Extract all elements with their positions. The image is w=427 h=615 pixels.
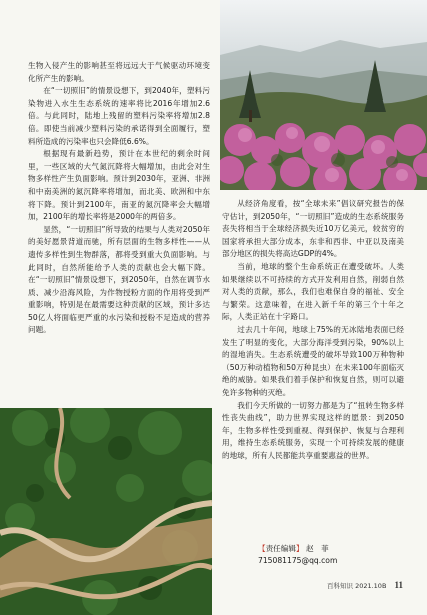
aerial-forest-photo <box>0 408 212 615</box>
journal-issue: 百科知识 2021.10B <box>327 582 387 590</box>
editor-label: 责任编辑 <box>265 544 296 553</box>
paragraph: 显然，“一切照旧”所导致的结果与人类对2050年的美好愿景背道而驰，所有层面的生物多样性——从遗传多样性到生物群落，都将受到重大负面影响。与此同时，自然所能给予人类的贡献也会大幅下降。在“一切照旧”情景设想下，到2050年，自然在调节水质、减少沿海风险，为作物授粉方面的作用将受到严重影响，特别是在最需要这种贡献的区域，预计多达50亿人将面临更严重的水污染和授粉不足造成的营养问题。 <box>28 224 210 335</box>
paragraph: 生物入侵产生的影响甚至将远远大于气候驱动环境变化所产生的影响。 <box>28 61 210 83</box>
editor-bracket-open: 【 <box>258 544 266 553</box>
paragraph: 当前，地球的整个生命系统正在遭受破坏。人类如果继续以不可持续的方式开发利用自然，削弱自然对人类的贡献，那么，我们也难保自身的福祉、安全与繁荣。这意味着，在进入新千年的第三个十年之际，人类正站在十字路口。 <box>222 261 404 322</box>
editor-credit <box>258 543 329 554</box>
paragraph: 我们今天所做的一切努力都是为了“扭转生物多样性丧失曲线”，助力世界实现这样的愿景：到2050年，生物多样性受到重视、得到保护、恢复与合理利用，维持生态系统服务，实现一个可持续发展的健康的地球，所有人民都能共享重要惠益的世界。 <box>222 400 404 460</box>
editor-email: 715081175@qq.com <box>258 556 338 565</box>
editor-name: 赵 菲 <box>305 544 329 553</box>
aerial-forest-illustration <box>0 408 212 615</box>
page-number: 11 <box>394 580 403 590</box>
paragraph: 过去几十年间，地球上75%的无冰陆地表面已经发生了明显的变化，大部分海洋受到污染，90%以上的湿地消失。生态系统遭受的破坏导致100万种物种（50万种动植物和50万种昆虫）在未来100年面临灭绝的威胁。如果我们着手保护和恢复自然，则可以避免许多物种的灭绝。 <box>222 324 404 397</box>
right-column-text <box>222 198 404 462</box>
page-footer <box>327 580 403 590</box>
mountain-landscape-photo <box>220 0 427 190</box>
paragraph: 根据现有最新趋势，预计在本世纪的剩余时间里，一些区域的大气氮沉降将大幅增加，由此会对生物多样性产生负面影响。预计到2030年，亚洲、非洲和中南美洲的氮沉降率将增加，而北美、欧洲和中东将下降。预计到2100年，南亚的氮沉降率会大幅增加，2100年的增长率将是2000年的两倍多。 <box>28 149 210 222</box>
editor-bracket-close: 】 <box>295 544 304 553</box>
mountain-landscape-illustration <box>220 0 427 190</box>
left-column-text <box>28 60 210 337</box>
paragraph: 在“一切照旧”的情景设想下，到2040年，塑料污染物进入水生生态系统的速率将比2016年增加2.6倍。与此同时，陆地上残留的塑料污染率将增加2.8倍。即使当前减少塑料污染的承诺得到全面履行，塑料所造成的污染率也只会降低6.6%。 <box>28 86 210 146</box>
paragraph: 从经济角度看，按“全球未来”倡议研究报告的保守估计，到2050年，“一切照旧”造成的生态系统服务丧失将相当于全球经济损失近10万亿美元，较贫穷的国家将承担大部分成本，东非和西非、中亚以及南美部分地区的损失将高达GDP的4%。 <box>222 199 404 259</box>
